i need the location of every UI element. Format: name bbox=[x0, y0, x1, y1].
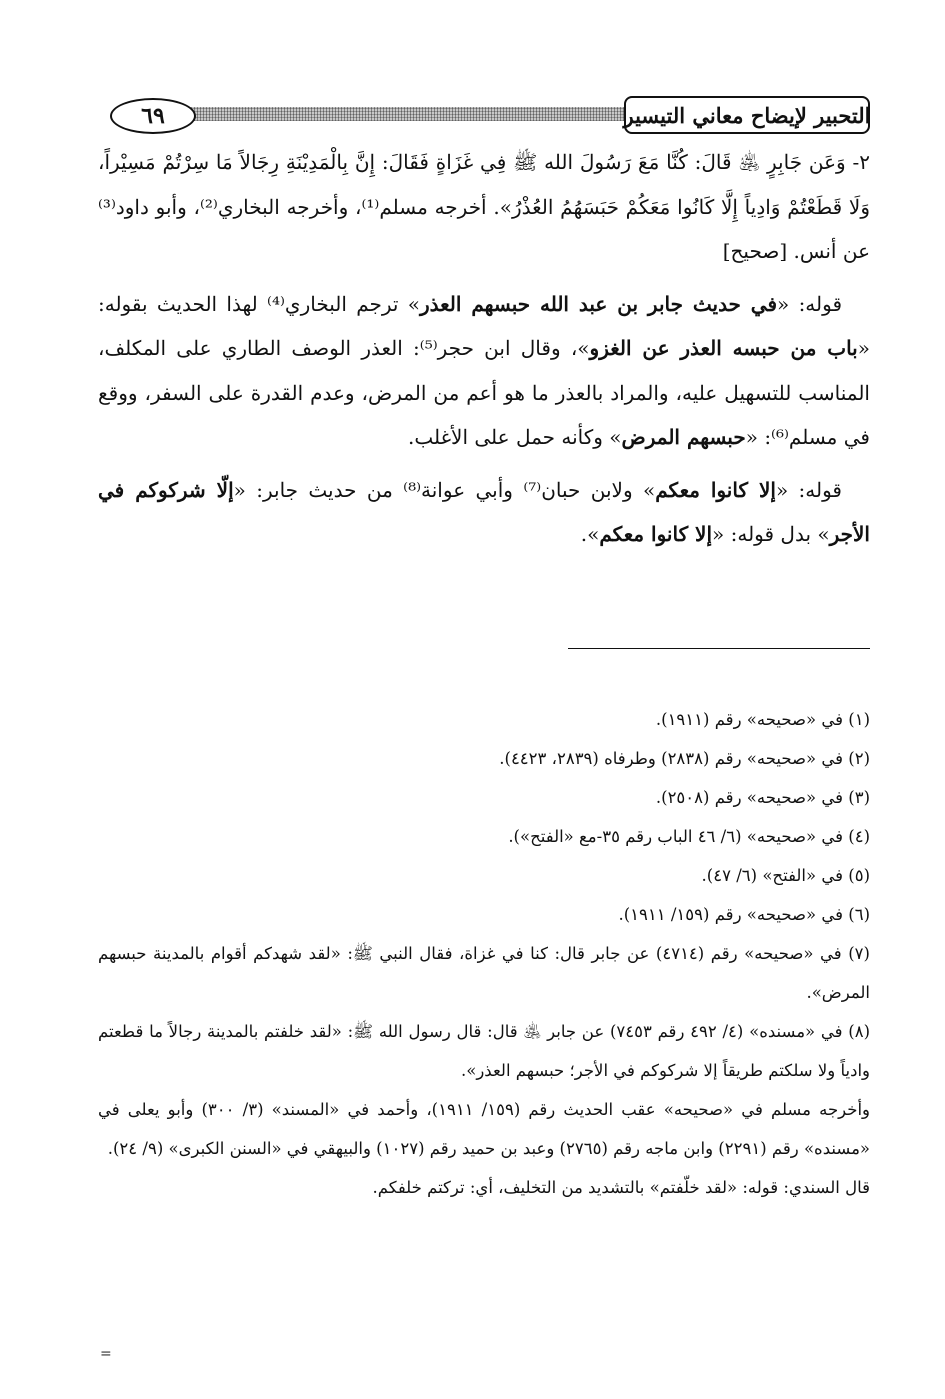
footnote: (٢) في «صحيحه» رقم (٢٨٣٨) وطرفاه (٢٨٣٩، ٤٤٢٣). bbox=[499, 749, 870, 768]
footnote: قال السندي: قوله: «لقد خلّفتم» بالتشديد من التخليف، أي: تركتم خلفكم. bbox=[372, 1178, 870, 1197]
footnote: (٤) في «صحيحه» (٦/ ٤٦ الباب رقم ٣٥-مع «الفتح»). bbox=[508, 827, 870, 846]
p2-bold-1: في حديث جابر بن عبد الله حبسهم العذر bbox=[420, 291, 778, 316]
p3-mid-1: » ولابن حبان⁽⁷⁾ وأبي عوانة⁽⁸⁾ من حديث جابر: « bbox=[233, 477, 656, 502]
p3-mid-2: » بدل قوله: « bbox=[712, 522, 830, 546]
header-ornament-bar bbox=[128, 107, 630, 121]
footnote: وأخرجه مسلم في «صحيحه» عقب الحديث رقم (١٥٩/ ١٩١١)، وأحمد في «المسند» (٣/ ٣٠٠) وأبو يعلى في «مسنده» رقم (٢٢٩١) وابن ماجه رقم (٢٧٦٥) وعبد بن حميد رقم (١٠٢٧) والبيهقي في «السنن الكبرى» (٩/ ٢٤). bbox=[98, 1100, 871, 1158]
p3-bold-1: إلا كانوا معكم bbox=[655, 477, 776, 502]
hadith-paragraph: ٢- وَعَن جَابِرٍ ﵁ قَالَ: كُنَّا مَعَ رَسُولَ الله ﷺ فِي غَزَاةٍ فَقَالَ: إِنَّ بِالْمَدِيْنَةِ رِجَالاً مَا سِرْتُمْ مَسِيْراً، وَلَا قَطَعْتُمْ وَادِياً إِلَّا كَانُوا مَعَكُمْ حَبَسَهُمُ العُذْرُ». أخرجه مسلم⁽¹⁾، وأخرجه البخاري⁽²⁾، وأبو داود⁽³⁾ عن أنس. [صحيح] bbox=[98, 150, 871, 263]
footnote: (٨) في «مسنده» (٤/ ٤٩٢ رقم ٧٤٥٣) عن جابر ﵁ قال: قال رسول الله ﷺ: «لقد خلفتم بالمدينة رجالاً ما قطعتم وادياً ولا سلكتم طريقاً إلا شركوكم في الأجر؛ حبسهم العذر». bbox=[98, 1022, 870, 1080]
p2-bold-2: باب من حبسه العذر عن الغزو bbox=[589, 336, 858, 360]
page-number bbox=[110, 98, 196, 134]
book-title bbox=[624, 96, 870, 134]
footnote: (٦) في «صحيحه» رقم (١٥٩/ ١٩١١). bbox=[618, 905, 870, 924]
footnote: (١) في «صحيحه» رقم (١٩١١). bbox=[655, 710, 870, 729]
p2-pre: قوله: « bbox=[777, 291, 843, 316]
footnote: (٧) في «صحيحه» رقم (٤٧١٤) عن جابر قال: كنا في غزاة، فقال النبي ﷺ: «لقد شهدكم أقوام بالمدينة حبسهم المرض». bbox=[98, 944, 870, 1002]
p2-mid-1: » ترجم البخاري⁽⁴⁾ لهذا الحديث بقوله: « bbox=[98, 291, 870, 360]
scan-mark: = bbox=[100, 1346, 112, 1362]
page-number-text: ٦٩ bbox=[141, 103, 165, 129]
p2-end: » وكأنه حمل على الأغلب. bbox=[407, 425, 622, 449]
p2-bold-3: حبسهم المرض bbox=[621, 425, 746, 449]
footnote-separator bbox=[568, 648, 870, 649]
book-title-text: التحبير لإيضاح معاني التيسير bbox=[623, 102, 871, 128]
commentary-paragraph-2 bbox=[98, 468, 870, 557]
commentary-paragraph-1 bbox=[98, 282, 870, 460]
main-text bbox=[98, 140, 870, 565]
p2-mid-2: »، وقال ابن حجر⁽⁵⁾: العذر الوصف الطاري على المكلف، المناسب للتسهيل عليه، والمراد بالعذر ما هو أعم من المرض، وعدم القدرة على السفر، ووقع في مسلم⁽⁶⁾: « bbox=[98, 336, 870, 449]
p3-end: ». bbox=[580, 522, 600, 546]
p3-bold-2: إلّا شركوكم في الأجر bbox=[98, 477, 870, 546]
footnotes bbox=[98, 700, 870, 1207]
p3-bold-3: إلا كانوا معكم bbox=[599, 522, 713, 546]
footnote: (٥) في «الفتح» (٦/ ٤٧). bbox=[701, 866, 870, 885]
running-header bbox=[98, 96, 870, 134]
p3-pre: قوله: « bbox=[775, 477, 842, 502]
footnote: (٣) في «صحيحه» رقم (٢٥٠٨). bbox=[655, 788, 870, 807]
